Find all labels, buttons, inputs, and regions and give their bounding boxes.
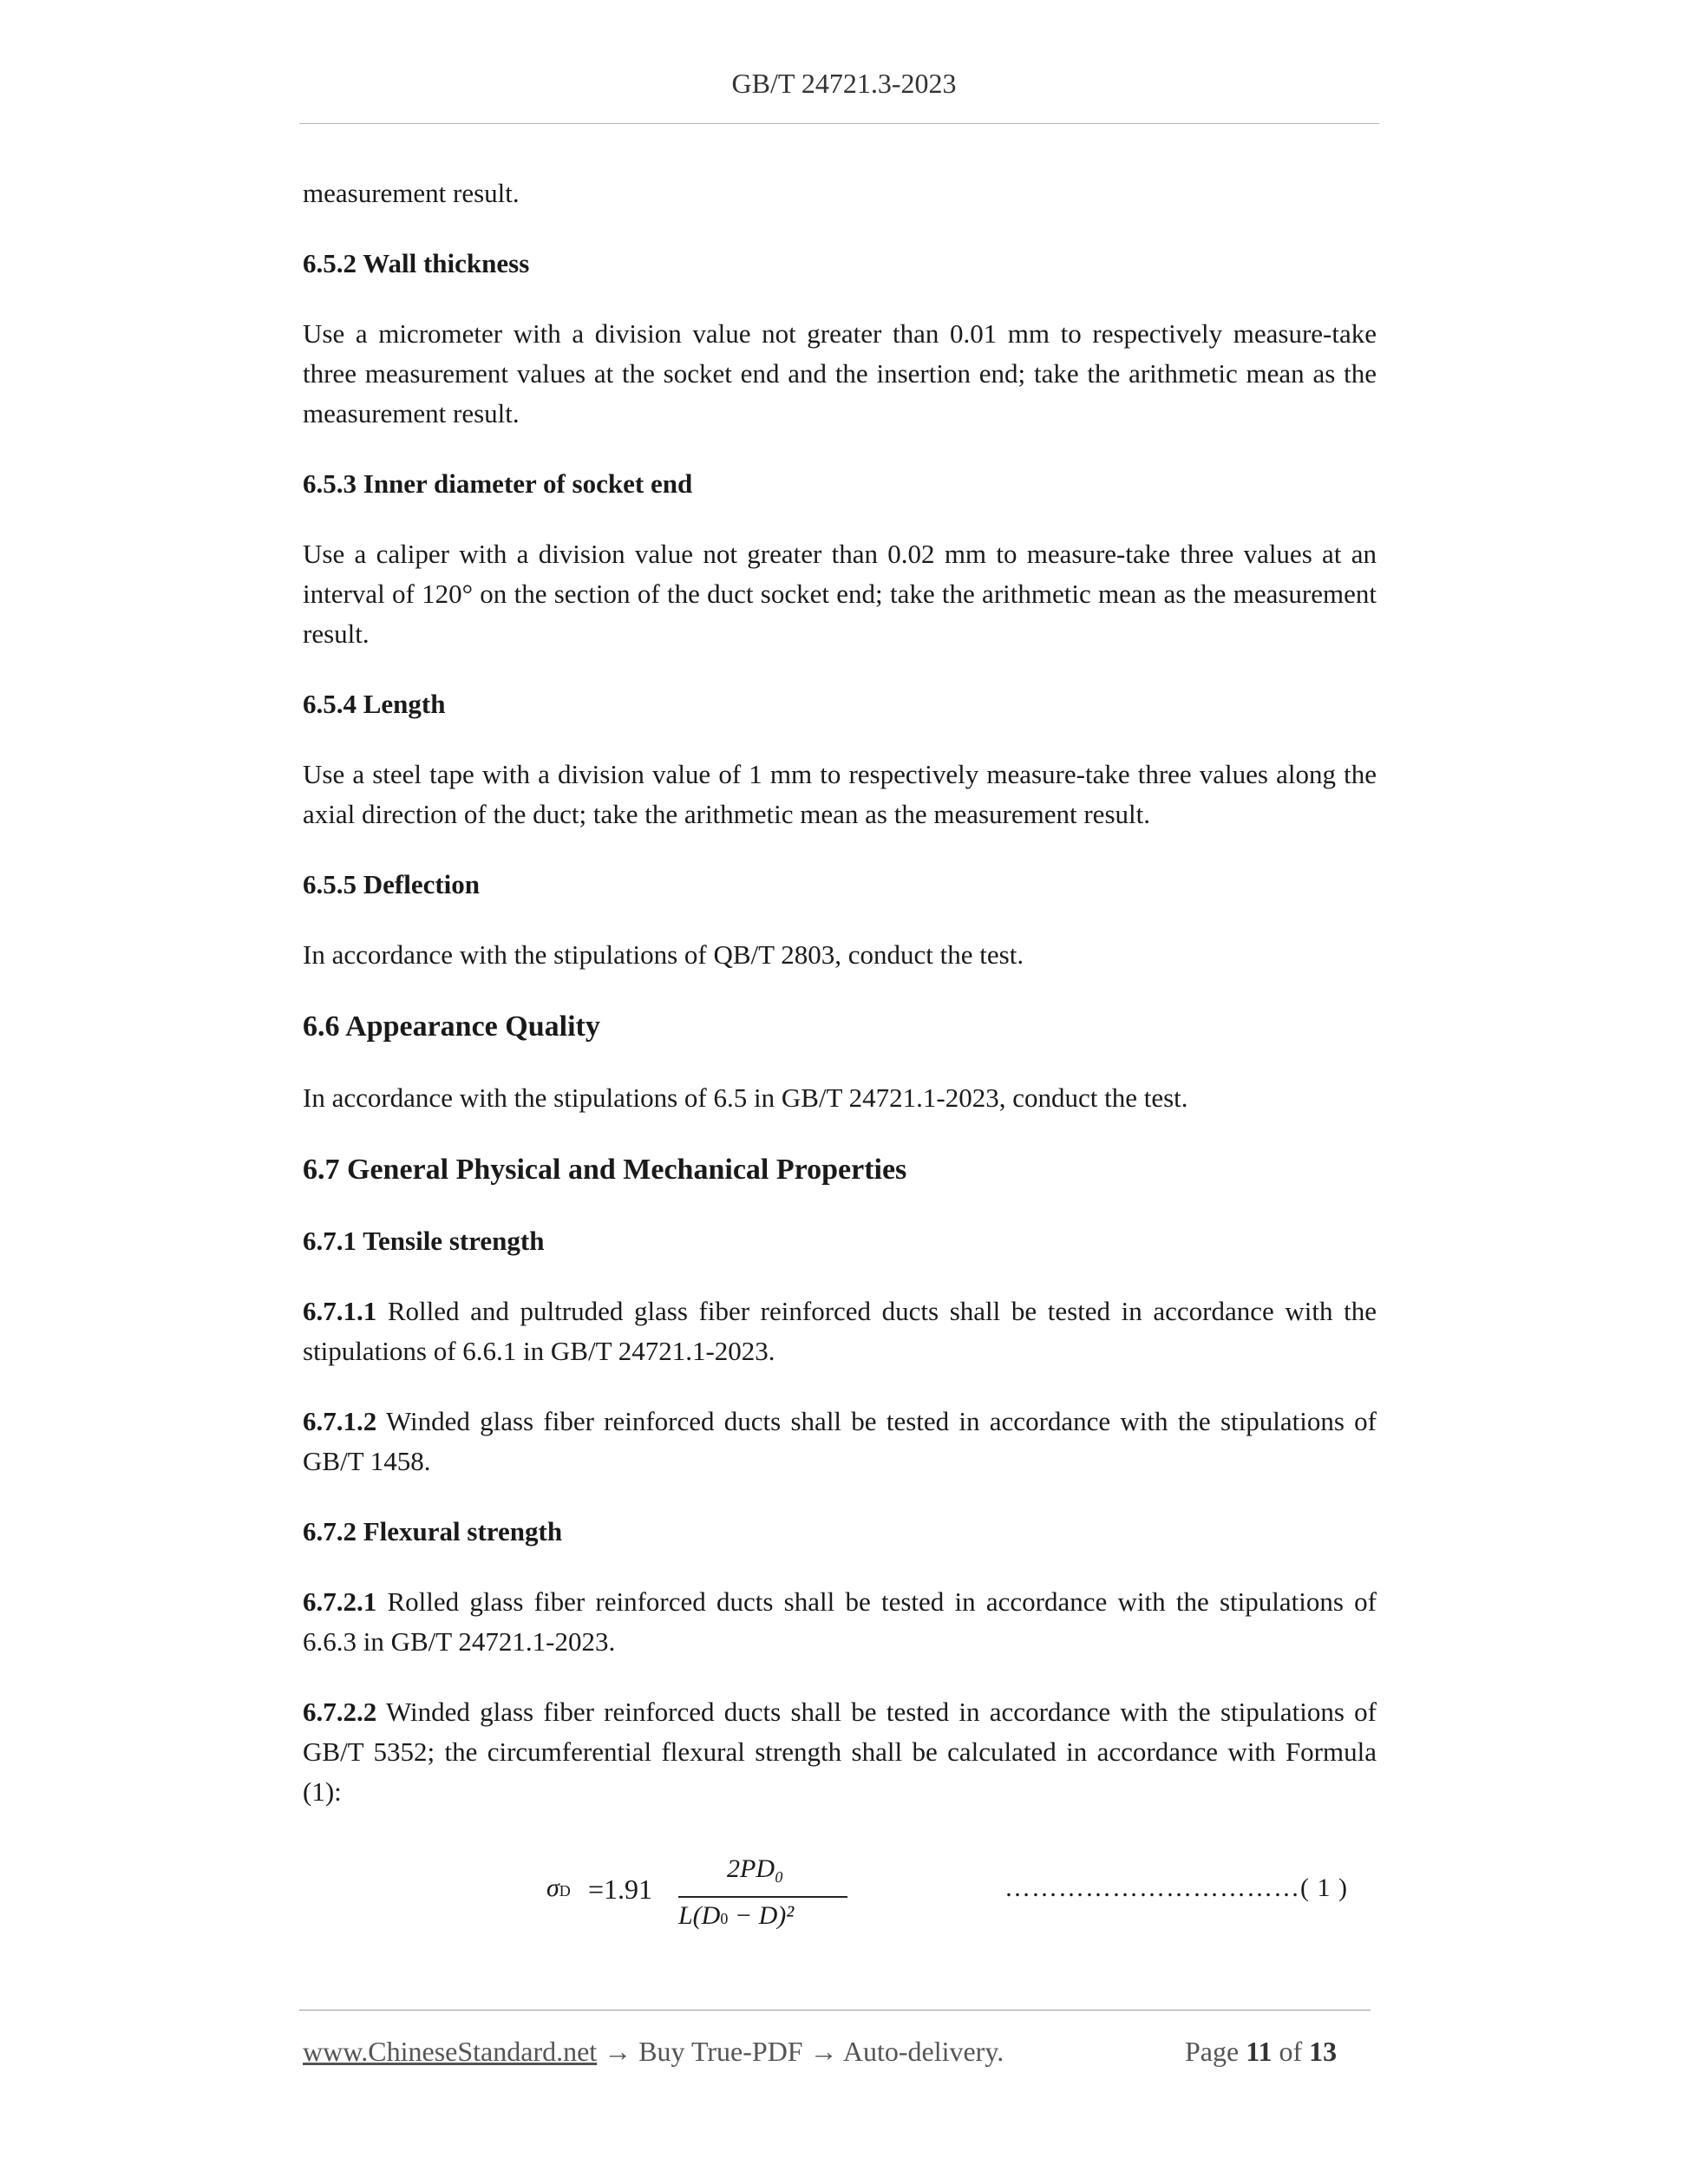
heading-6-7: 6.7 General Physical and Mechanical Properties (303, 1154, 907, 1186)
formula-den-a: L(D (678, 1901, 721, 1930)
clause-label: 6.7.2.1 (303, 1586, 377, 1617)
clause-text: Rolled glass fiber reinforced ducts shall be tested in accordance with the stipulations of 6.6.3 in GB/T 24721.1-2023. (303, 1586, 1377, 1657)
clause-label: 6.7.1.2 (303, 1406, 377, 1436)
page-total: 13 (1309, 2036, 1338, 2067)
paragraph-6-5-3: Use a caliper with a division value not greater than 0.02 mm to measure-take three values at an interval of 120° on the section of the duct socket end; take the arithmetic mean as the measurement result. (303, 539, 1377, 649)
paragraph-measurement-result: measurement result. (303, 178, 520, 208)
formula-lhs (546, 1873, 571, 1903)
clause-text: Winded glass fiber reinforced ducts shall be tested in accordance with the stipulations of GB/T 5352; the circumferential flexural strength shall be calculated in accordance with Formula (1): (303, 1697, 1377, 1807)
document-body (303, 173, 1377, 1812)
paragraph-6-5-4: Use a steel tape with a division value of 1 mm to respectively measure-take three values along the axial direction of the duct; take the arithmetic mean as the measurement result. (303, 759, 1377, 829)
heading-6-5-4: 6.5.4 Length (303, 689, 446, 719)
formula-numerator: 2PD₀ (727, 1854, 784, 1883)
formula-equals-coefficient: =1.91 (588, 1873, 653, 1905)
header-standard-code: GB/T 24721.3-2023 (731, 68, 957, 99)
paragraph-6-5-2: Use a micrometer with a division value not greater than 0.01 mm to respectively measure-take three measurement values at the socket end and the insertion end; take the arithmetic mean as the measurement result. (303, 318, 1377, 428)
page-indicator (1185, 2036, 1337, 2068)
website-link[interactable]: www.ChineseStandard.net (303, 2036, 598, 2067)
of-label: of (1279, 2036, 1303, 2067)
clause-text: Rolled and pultruded glass fiber reinforced ducts shall be tested in accordance with the stipulations of 6.6.1 in GB/T 24721.1-2023. (303, 1296, 1377, 1366)
header-divider (299, 123, 1379, 124)
formula-number: ……………………………( 1 ) (1004, 1873, 1348, 1902)
footer-promo-text: → Buy True-PDF → Auto-delivery. (597, 2036, 1004, 2067)
paragraph-6-6: In accordance with the stipulations of 6.5 in GB/T 24721.1-2023, conduct the test. (303, 1082, 1188, 1113)
paragraph-6-7-2-1 (303, 1582, 1377, 1662)
heading-6-5-3: 6.5.3 Inner diameter of socket end (303, 468, 693, 499)
clause-label: 6.7.1.1 (303, 1296, 377, 1326)
page-current: 11 (1246, 2036, 1273, 2067)
heading-6-6: 6.6 Appearance Quality (303, 1010, 600, 1043)
formula-den-b: − D)² (728, 1901, 795, 1930)
paragraph-6-5-5: In accordance with the stipulations of QB/T 2803, conduct the test. (303, 939, 1024, 970)
formula-sigma-sub: D (559, 1882, 571, 1900)
formula-den-sub: 0 (720, 1910, 729, 1927)
formula-sigma: σ (546, 1873, 559, 1902)
footer-divider (299, 2010, 1371, 2011)
heading-6-7-1: 6.7.1 Tensile strength (303, 1226, 545, 1256)
paragraph-6-7-1-1 (303, 1291, 1377, 1371)
page-label: Page (1185, 2036, 1240, 2067)
footer-promo (303, 2036, 1004, 2068)
heading-6-7-2: 6.7.2 Flexural strength (303, 1516, 563, 1546)
paragraph-6-7-1-2 (303, 1402, 1377, 1481)
clause-text: Winded glass fiber reinforced ducts shall be tested in accordance with the stipulations of GB/T 1458. (303, 1406, 1377, 1476)
paragraph-6-7-2-2 (303, 1692, 1377, 1812)
heading-6-5-2: 6.5.2 Wall thickness (303, 248, 530, 278)
formula-fraction-bar (678, 1896, 847, 1898)
heading-6-5-5: 6.5.5 Deflection (303, 869, 481, 899)
clause-label: 6.7.2.2 (303, 1697, 377, 1727)
formula-denominator (678, 1901, 794, 1931)
